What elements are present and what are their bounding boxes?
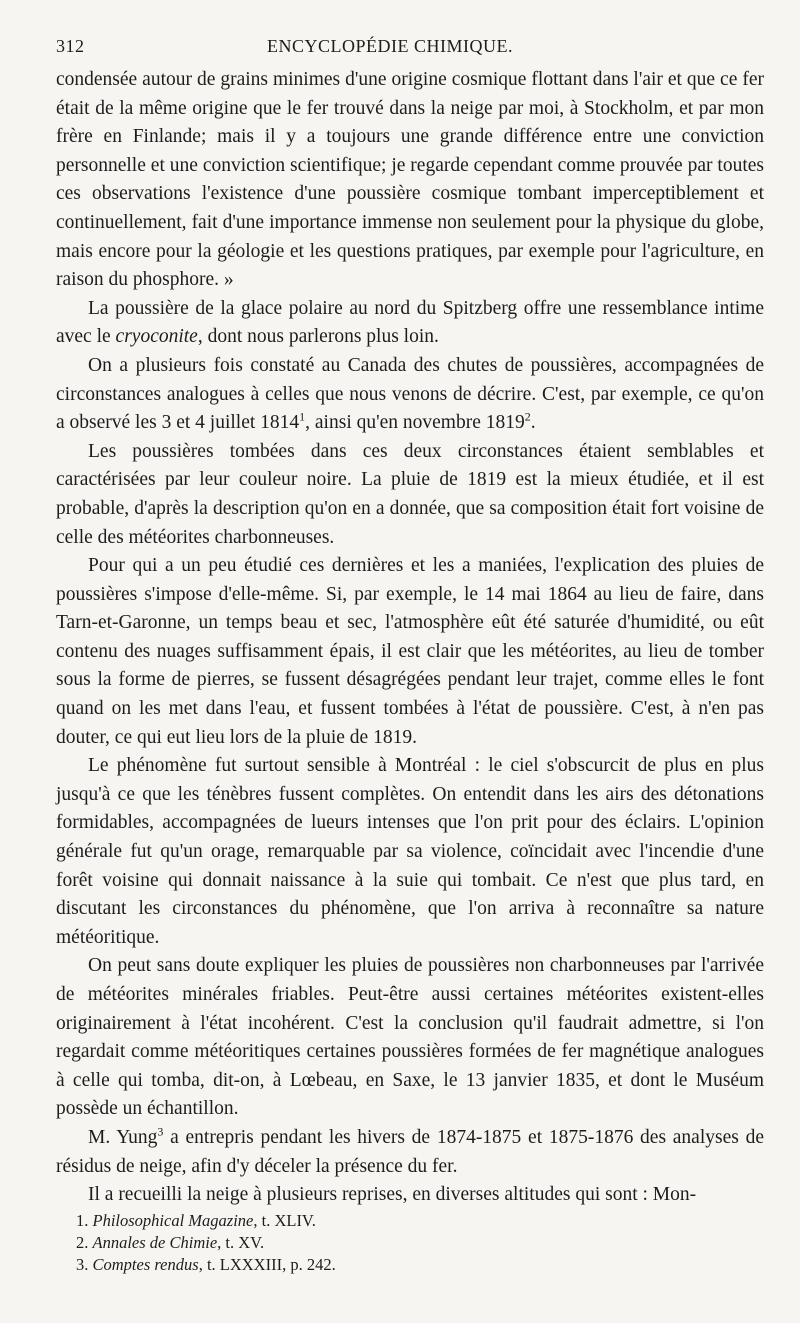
page-header-title: ENCYCLOPÉDIE CHIMIQUE. xyxy=(267,36,513,56)
footnote-number: 3. xyxy=(76,1255,89,1274)
paragraph-2 xyxy=(56,295,764,352)
cryoconite-term: cryoconite xyxy=(115,326,198,348)
footnote-ref-1: 1 xyxy=(299,409,306,424)
footnote-ref-3: 3 xyxy=(157,1124,164,1139)
paragraph-3 xyxy=(56,352,764,438)
paragraph-3-middle: , ainsi qu'en novembre 1819 xyxy=(305,412,525,434)
footnote-source: Philosophical Magazine xyxy=(92,1211,254,1230)
footnote-source: Annales de Chimie xyxy=(92,1233,218,1252)
footnote-ref: , t. XV. xyxy=(217,1233,265,1252)
footnote-1 xyxy=(76,1210,336,1232)
paragraph-8 xyxy=(56,1124,764,1181)
paragraph-6: Le phénomène fut surtout sensible à Montréal : le ciel s'obscurcit de plus en plus jusqu'à ce que les ténèbres fussent complètes. On entendit dans les airs des détonations formidables, accompagnées de lueurs intenses que l'on prit pour des éclairs. L'opinion générale fut qu'un orage, remarquable par sa violence, coïncidait avec l'incendie d'une forêt voisine qui donnait naissance à la suie qui tombait. Ce n'est que plus tard, en discutant les circonstances du phénomène, que l'on arriva à reconnaître sa nature météoritique. xyxy=(56,755,764,948)
body-text xyxy=(56,66,764,1210)
paragraph-2-after: , dont nous parlerons plus loin. xyxy=(197,326,439,348)
paragraph-9: Il a recueilli la neige à plusieurs reprises, en diverses altitudes qui sont : Mon- xyxy=(88,1184,697,1206)
paragraph-4: Les poussières tombées dans ces deux circonstances étaient semblables et caractérisées par leur couleur noire. La pluie de 1819 est la mieux étudiée, et il est probable, d'après la description qu'on en a donnée, que sa composition était fort voisine de celle des météorites charbonneuses. xyxy=(56,440,764,548)
paragraph-1: condensée autour de grains minimes d'une origine cosmique flottant dans l'air et que ce fer était de la même origine que le fer trouvé dans la neige par moi, à Stockholm, et par mon frère en Finlande; mais il y a toujours une grande différence entre une conviction personnelle et une conviction scientifique; je regarde cependant comme prouvée par toutes ces observations l'existence d'une poussière cosmique tombant imperceptiblement et continuellement, fait d'une importance immense non seulement pour la physique du globe, mais encore pour la géologie et les questions pratiques, par exemple pour l'agriculture, en raison du phosphore. » xyxy=(56,69,764,291)
footnote-source: Comptes rendus xyxy=(92,1255,199,1274)
footnote-number: 1. xyxy=(76,1211,89,1230)
footnote-ref-2: 2 xyxy=(524,409,531,424)
paragraph-8-after: a entrepris pendant les hivers de 1874-1875 et 1875-1876 des analyses de résidus de neige, afin d'y déceler la présence du fer. xyxy=(56,1126,764,1177)
paragraph-8-before: M. Yung xyxy=(88,1126,158,1148)
paragraph-3-before: On a plusieurs fois constaté au Canada des chutes de poussières, accompagnées de circonstances analogues à celles que nous venons de décrire. C'est, par exemple, ce qu'on a observé les 3 et 4 juillet 1814 xyxy=(56,354,764,434)
paragraph-7: On peut sans doute expliquer les pluies de poussières non charbonneuses par l'arrivée de météorites minérales friables. Peut-être aussi certaines météorites existent-elles originairement à l'état incohérent. C'est la conclusion qu'il faudrait admettre, si l'on regardait comme météoritiques certaines poussières formées de fer magnétique analogues à celle qui tomba, dit-on, à Lœbeau, en Saxe, le 13 janvier 1835, et dont le Muséum possède un échantillon. xyxy=(56,955,764,1120)
paragraph-5: Pour qui a un peu étudié ces dernières et les a maniées, l'explication des pluies de poussières s'impose d'elle-même. Si, par exemple, le 14 mai 1864 au lieu de faire, dans Tarn-et-Garonne, un temps beau et sec, l'atmosphère eût été saturée d'humidité, ou eût contenu des nuages suffisamment épais, il est clair que les météorites, au lieu de tomber sous la forme de pierres, se fussent désagrégées pendant leur trajet, comme elles le font quand on les met dans l'eau, et fussent tombées à l'état de poussière. C'est, à n'en pas douter, ce qui eut lieu lors de la pluie de 1819. xyxy=(56,555,764,748)
page-number: 312 xyxy=(56,36,85,56)
footnote-ref: , t. XLIV. xyxy=(253,1211,316,1230)
footnote-number: 2. xyxy=(76,1233,89,1252)
paragraph-2-before: La poussière de la glace polaire au nord du Spitzberg offre une ressemblance intime avec le xyxy=(56,297,764,348)
paragraph-3-after: . xyxy=(530,412,536,434)
footnote-2 xyxy=(76,1232,336,1254)
running-head xyxy=(56,28,764,62)
footnote-ref: , t. LXXXIII, p. 242. xyxy=(198,1255,336,1274)
footnote-3 xyxy=(76,1254,336,1276)
footnotes xyxy=(76,1210,336,1276)
